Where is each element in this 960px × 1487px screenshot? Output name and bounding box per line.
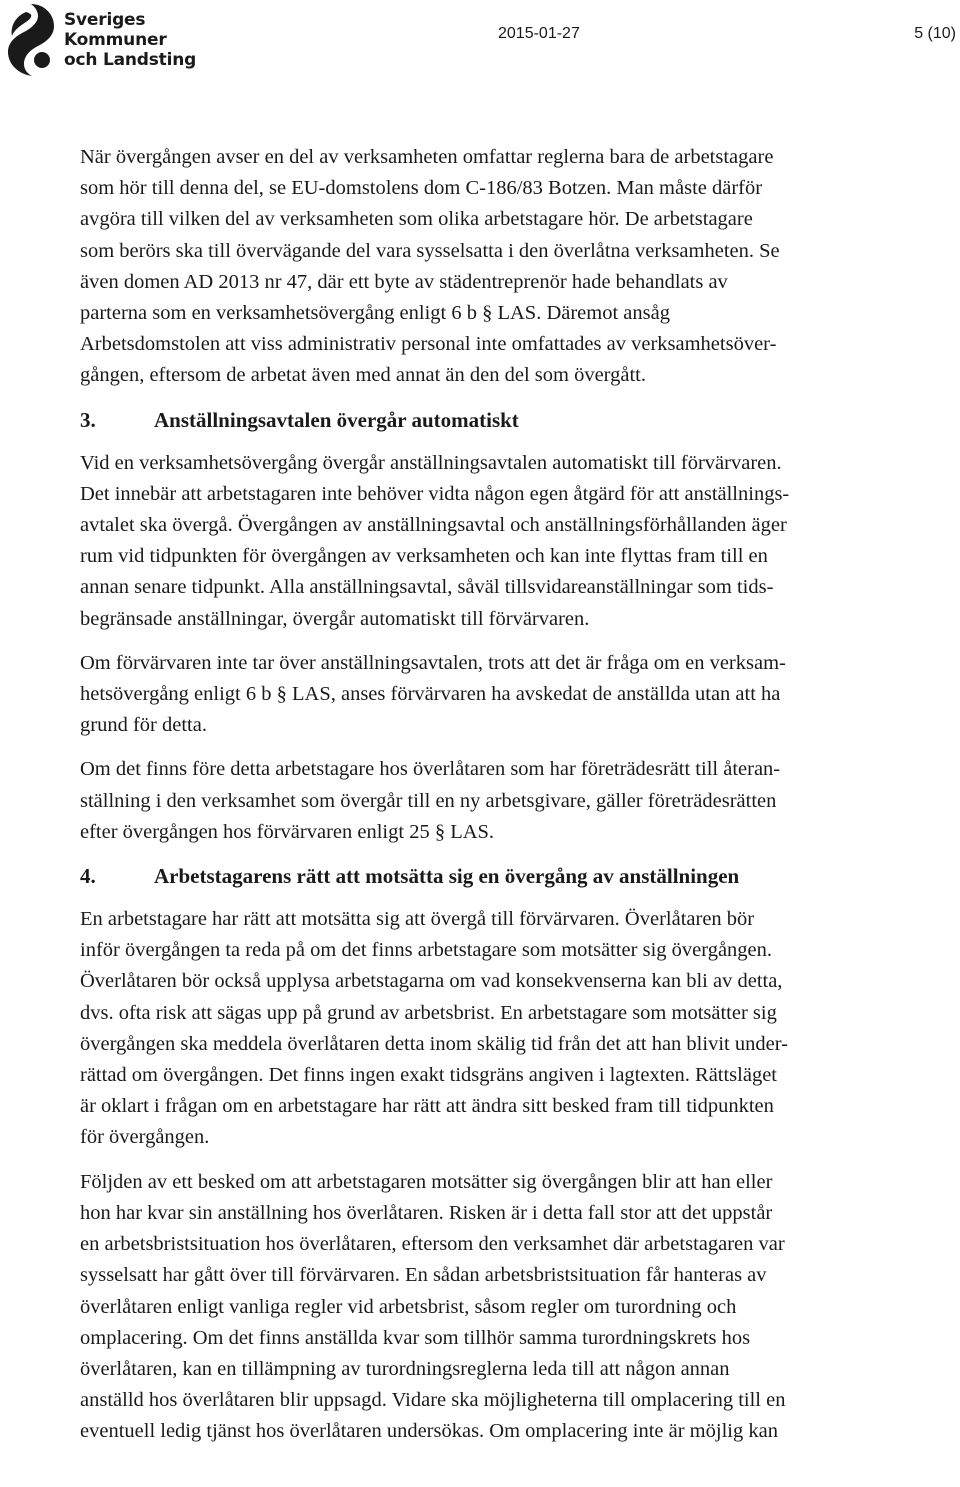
page-header	[0, 0, 960, 80]
text-line: När övergången avser en del av verksamheten omfattar reglerna bara de arbetstagare	[80, 146, 774, 168]
text-line: avtalet ska övergå. Övergången av anställningsavtal och anställningsförhållanden äger	[80, 514, 787, 537]
section-title: Arbetstagarens rätt att motsätta sig en övergång av anställningen	[154, 864, 740, 889]
text-line: en arbetsbristsituation hos överlåtaren, eftersom den verksamhet där arbetstagaren var	[80, 1233, 785, 1256]
section-heading-4	[80, 861, 955, 892]
text-line: avgöra till vilken del av verksamheten som olika arbetstagare hör. De arbetstagare	[80, 208, 753, 231]
section-heading-3	[80, 405, 955, 436]
logo-line: Sveriges	[64, 10, 146, 30]
text-line: överlåtaren, kan en tillämpning av turordningsreglerna leda till att någon annan	[80, 1357, 730, 1380]
section-title: Anställningsavtalen övergår automatiskt	[154, 407, 519, 432]
text-line: parterna som en verksamhetsövergång enligt 6 b § LAS. Däremot ansåg	[80, 302, 670, 325]
text-line: hon har kvar sin anställning hos överlåtaren. Risken är i detta fall stor att det uppstår	[80, 1201, 773, 1224]
text-line: även domen AD 2013 nr 47, där ett byte av städentreprenör hade behandlats av	[80, 270, 728, 293]
text-line: sysselsatt har gått över till förvärvaren. En sådan arbetsbristsituation får hanteras av	[80, 1264, 767, 1287]
text-line: Arbetsdomstolen att viss administrativ personal inte omfattades av verksamhetsöver-	[80, 333, 777, 356]
text-line: Följden av ett besked om att arbetstagaren motsätter sig övergången blir att han eller	[80, 1170, 773, 1193]
text-line: begränsade anställningar, övergår automatiskt till förvärvaren.	[80, 607, 590, 630]
paragraph	[80, 754, 955, 848]
paragraph	[80, 648, 955, 742]
skl-logo-mark-icon	[2, 2, 60, 78]
text-line: eventuell ledig tjänst hos överlåtaren undersökas. Om omplacering inte är möjlig kan	[80, 1420, 778, 1443]
text-line: anställd hos överlåtaren blir uppsagd. Vidare ska möjligheterna till omplacering till en	[80, 1389, 786, 1412]
document-date: 2015-01-27	[498, 25, 580, 42]
text-line: rum vid tidpunkten för övergången av verksamheten och kan inte flyttas fram till en	[80, 545, 768, 568]
logo-line: Kommuner	[64, 30, 167, 50]
text-line: gången, eftersom de arbetat även med annat än den del som övergått.	[80, 364, 647, 387]
text-line: övergången ska meddela överlåtaren detta inom skälig tid från det att han blivit under-	[80, 1032, 788, 1055]
logo-line: och Landsting	[64, 50, 197, 70]
text-line: hetsövergång enligt 6 b § LAS, anses förvärvaren ha avskedat de anställda utan att ha	[80, 683, 781, 706]
text-line: rättad om övergången. Det finns ingen exakt tidsgräns angiven i lagtexten. Rättsläget	[80, 1064, 777, 1087]
paragraph	[80, 904, 955, 1154]
skl-logo-text	[64, 10, 196, 70]
text-line: omplacering. Om det finns anställda kvar som tillhör samma turordningskrets hos	[80, 1326, 751, 1349]
text-line: annan senare tidpunkt. Alla anställningsavtal, såväl tillsvidareanställningar som tids-	[80, 576, 774, 599]
paragraph	[80, 1167, 955, 1448]
text-line: efter övergången hos förvärvaren enligt 25 § LAS.	[80, 820, 495, 843]
text-line: som hör till denna del, se EU-domstolens dom C-186/83 Botzen. Man måste därför	[80, 177, 763, 200]
section-number: 3.	[80, 407, 96, 432]
text-line: dvs. ofta risk att sägas upp på grund av arbetsbrist. En arbetstagare som motsätter sig	[80, 1001, 777, 1024]
paragraph	[80, 448, 955, 635]
text-line: inför övergången ta reda på om det finns arbetstagare som motsätter sig övergången.	[80, 939, 773, 962]
text-line: Om förvärvaren inte tar över anställningsavtalen, trots att det är fråga om en verksam-	[80, 651, 786, 674]
text-line: för övergången.	[80, 1126, 210, 1149]
text-line: som berörs ska till övervägande del vara sysselsatta i den överlåtna verksamheten. Se	[80, 239, 780, 262]
text-line: överlåtaren enligt vanliga regler vid arbetsbrist, såsom regler om turordning och	[80, 1295, 737, 1318]
document-body	[80, 142, 955, 1461]
section-number: 4.	[80, 864, 96, 889]
text-line: Det innebär att arbetstagaren inte behöver vidta någon egen åtgärd för att anställnings-	[80, 482, 790, 505]
text-line: Överlåtaren bör också upplysa arbetstagarna om vad konsekvenserna kan bli av detta,	[80, 970, 783, 993]
text-line: Om det finns före detta arbetstagare hos överlåtaren som har företrädesrätt till återan-	[80, 758, 781, 781]
text-line: är oklart i frågan om en arbetstagare har rätt att ändra sitt besked fram till tidpunkten	[80, 1095, 774, 1118]
text-line: En arbetstagare har rätt att motsätta sig att övergå till förvärvaren. Överlåtaren bör	[80, 908, 755, 931]
text-line: grund för detta.	[80, 714, 207, 737]
paragraph	[80, 142, 955, 392]
page-number: 5 (10)	[914, 25, 956, 42]
text-line: Vid en verksamhetsövergång övergår anställningsavtalen automatiskt till förvärvaren.	[80, 451, 782, 474]
skl-logo	[2, 2, 197, 78]
text-line: ställning i den verksamhet som övergår till en ny arbetsgivare, gäller företrädesrätten	[80, 789, 777, 812]
